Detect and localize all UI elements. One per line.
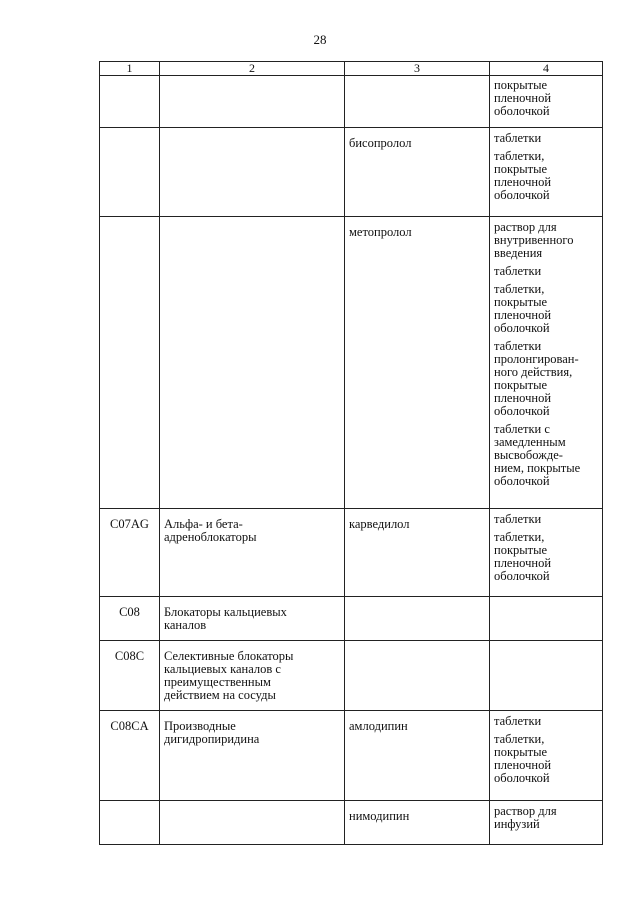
- dosage-form: таблетки: [494, 714, 542, 728]
- drug-name: амлодипин: [349, 719, 408, 733]
- dosage-form: таблетки: [494, 512, 542, 526]
- atc-code: [100, 217, 159, 226]
- header-col-1: 1: [100, 62, 160, 76]
- table-row: [100, 128, 603, 217]
- drug-group: Блокаторы кальциевых каналов: [164, 605, 287, 632]
- drug-group: Альфа- и бета- адреноблокаторы: [164, 517, 257, 544]
- table-row: [100, 641, 603, 711]
- dosage-form: таблетки, покрытые пленочной оболочкой: [494, 530, 552, 583]
- header-col-3: 3: [345, 62, 490, 76]
- table-header-row: [100, 62, 603, 76]
- table-row: [100, 597, 603, 641]
- table-row: [100, 711, 603, 801]
- dosage-form: таблетки с замедленным высвобожде- нием, покрытые оболочкой: [494, 422, 581, 488]
- dosage-form: таблетки, покрытые пленочной оболочкой: [494, 149, 552, 202]
- dosage-form: таблетки, покрытые пленочной оболочкой: [494, 732, 552, 785]
- dosage-forms: [490, 801, 603, 845]
- drug-name: бисопролол: [349, 136, 412, 150]
- drug-group: Селективные блокаторы кальциевых каналов с преимущественным действием на сосуды: [164, 649, 294, 702]
- drug-group: Производные дигидропиридина: [164, 719, 260, 746]
- drug-group: [160, 217, 344, 226]
- drug-name: нимодипин: [349, 809, 410, 823]
- atc-code: C08CA: [110, 719, 149, 733]
- dosage-form: раствор для инфузий: [494, 804, 557, 831]
- dosage-form: таблетки: [494, 264, 542, 278]
- dosage-forms: [490, 597, 603, 641]
- table-row: [100, 509, 603, 597]
- table-row: [100, 217, 603, 509]
- dosage-forms: [490, 76, 603, 128]
- atc-code: [100, 801, 159, 810]
- dosage-form: раствор для внутривенного введения: [494, 220, 574, 260]
- table-row: [100, 76, 603, 128]
- drug-name: метопролол: [349, 225, 412, 239]
- atc-code: C08: [119, 605, 140, 619]
- atc-code: [100, 128, 159, 137]
- atc-code: C07AG: [110, 517, 149, 531]
- page-number: 28: [313, 32, 327, 47]
- atc-code: [100, 76, 159, 85]
- dosage-forms: [490, 641, 603, 711]
- drug-name: [345, 641, 489, 650]
- drug-group: [160, 128, 344, 137]
- header-col-2: 2: [160, 62, 345, 76]
- dosage-form: таблетки, покрытые пленочной оболочкой: [494, 282, 552, 335]
- dosage-forms: [490, 509, 603, 597]
- table-row: [100, 801, 603, 845]
- drug-group: [160, 801, 344, 810]
- dosage-form: таблетки: [494, 131, 542, 145]
- drug-name: [345, 597, 489, 606]
- medication-table: [99, 61, 603, 845]
- header-col-4: 4: [490, 62, 603, 76]
- dosage-form: покрытые пленочной оболочкой: [494, 78, 552, 118]
- dosage-forms: [490, 711, 603, 801]
- dosage-forms: [490, 128, 603, 217]
- drug-group: [160, 76, 344, 85]
- dosage-forms: [490, 217, 603, 509]
- atc-code: C08C: [114, 649, 145, 663]
- drug-name: карведилол: [349, 517, 410, 531]
- dosage-form: таблетки пролонгирован- ного действия, покрытые пленочной оболочкой: [494, 339, 579, 418]
- drug-name: [345, 76, 489, 85]
